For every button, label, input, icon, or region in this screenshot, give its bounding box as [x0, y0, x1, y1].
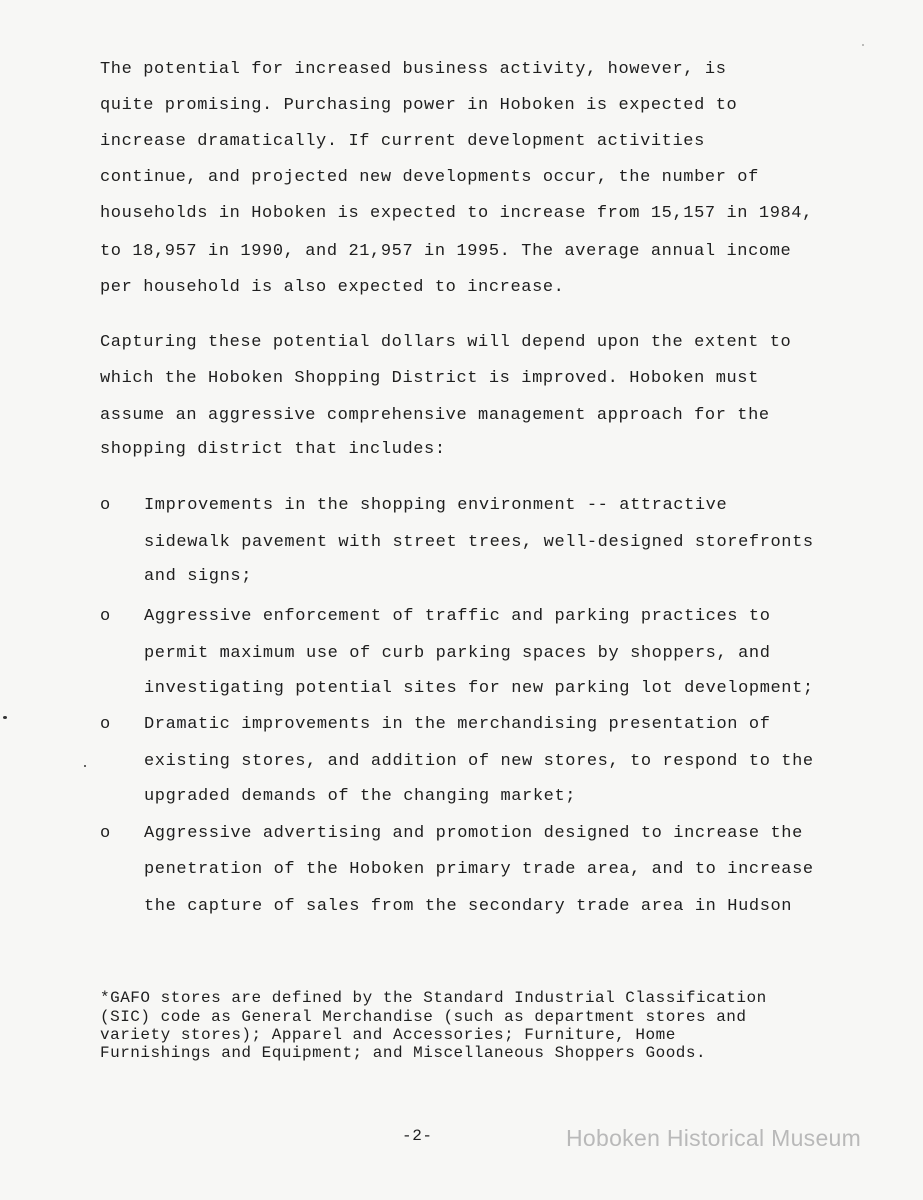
paragraph-line: The potential for increased business activity, however, is — [100, 60, 727, 79]
paragraph-line: quite promising. Purchasing power in Hoboken is expected to — [100, 96, 738, 115]
footnote-line: (SIC) code as General Merchandise (such as department stores and — [100, 1008, 747, 1026]
paragraph-line: assume an aggressive comprehensive management approach for the — [100, 406, 770, 425]
bullet-line: Improvements in the shopping environment -- attractive — [144, 496, 728, 515]
bullet-line: the capture of sales from the secondary trade area in Hudson — [144, 897, 793, 916]
paragraph-line: which the Hoboken Shopping District is improved. Hoboken must — [100, 369, 759, 388]
bullet-marker: o — [100, 607, 111, 626]
paragraph-line: households in Hoboken is expected to increase from 15,157 in 1984, — [100, 204, 813, 223]
bullet-line: permit maximum use of curb parking spaces by shoppers, and — [144, 644, 771, 663]
scan-speck — [3, 716, 7, 719]
bullet-line: upgraded demands of the changing market; — [144, 787, 577, 806]
bullet-marker: o — [100, 496, 111, 515]
paragraph-line: shopping district that includes: — [100, 440, 446, 459]
bullet-marker: o — [100, 715, 111, 734]
bullet-line: Aggressive enforcement of traffic and parking practices to — [144, 607, 771, 626]
bullet-line: penetration of the Hoboken primary trade area, and to increase — [144, 860, 814, 879]
paragraph-line: per household is also expected to increase. — [100, 278, 565, 297]
page-number: -2- — [402, 1127, 433, 1145]
bullet-line: Dramatic improvements in the merchandising presentation of — [144, 715, 771, 734]
paragraph-line: to 18,957 in 1990, and 21,957 in 1995. The average annual income — [100, 242, 792, 261]
watermark: Hoboken Historical Museum — [566, 1125, 862, 1151]
bullet-marker: o — [100, 824, 111, 843]
paragraph-line: Capturing these potential dollars will depend upon the extent to — [100, 333, 792, 352]
bullet-line: Aggressive advertising and promotion designed to increase the — [144, 824, 803, 843]
bullet-line: and signs; — [144, 567, 253, 586]
bullet-line: existing stores, and addition of new stores, to respond to the — [144, 752, 814, 771]
scan-speck — [862, 44, 864, 46]
bullet-line: investigating potential sites for new parking lot development; — [144, 679, 814, 698]
scan-speck — [84, 765, 86, 767]
paragraph-line: continue, and projected new developments occur, the number of — [100, 168, 759, 187]
paragraph-line: increase dramatically. If current development activities — [100, 132, 705, 151]
footnote-line: *GAFO stores are defined by the Standard Industrial Classification — [100, 989, 767, 1007]
footnote-line: Furnishings and Equipment; and Miscellaneous Shoppers Goods. — [100, 1044, 707, 1062]
bullet-line: sidewalk pavement with street trees, well-designed storefronts — [144, 533, 814, 552]
footnote-line: variety stores); Apparel and Accessories; Furniture, Home — [100, 1026, 676, 1044]
